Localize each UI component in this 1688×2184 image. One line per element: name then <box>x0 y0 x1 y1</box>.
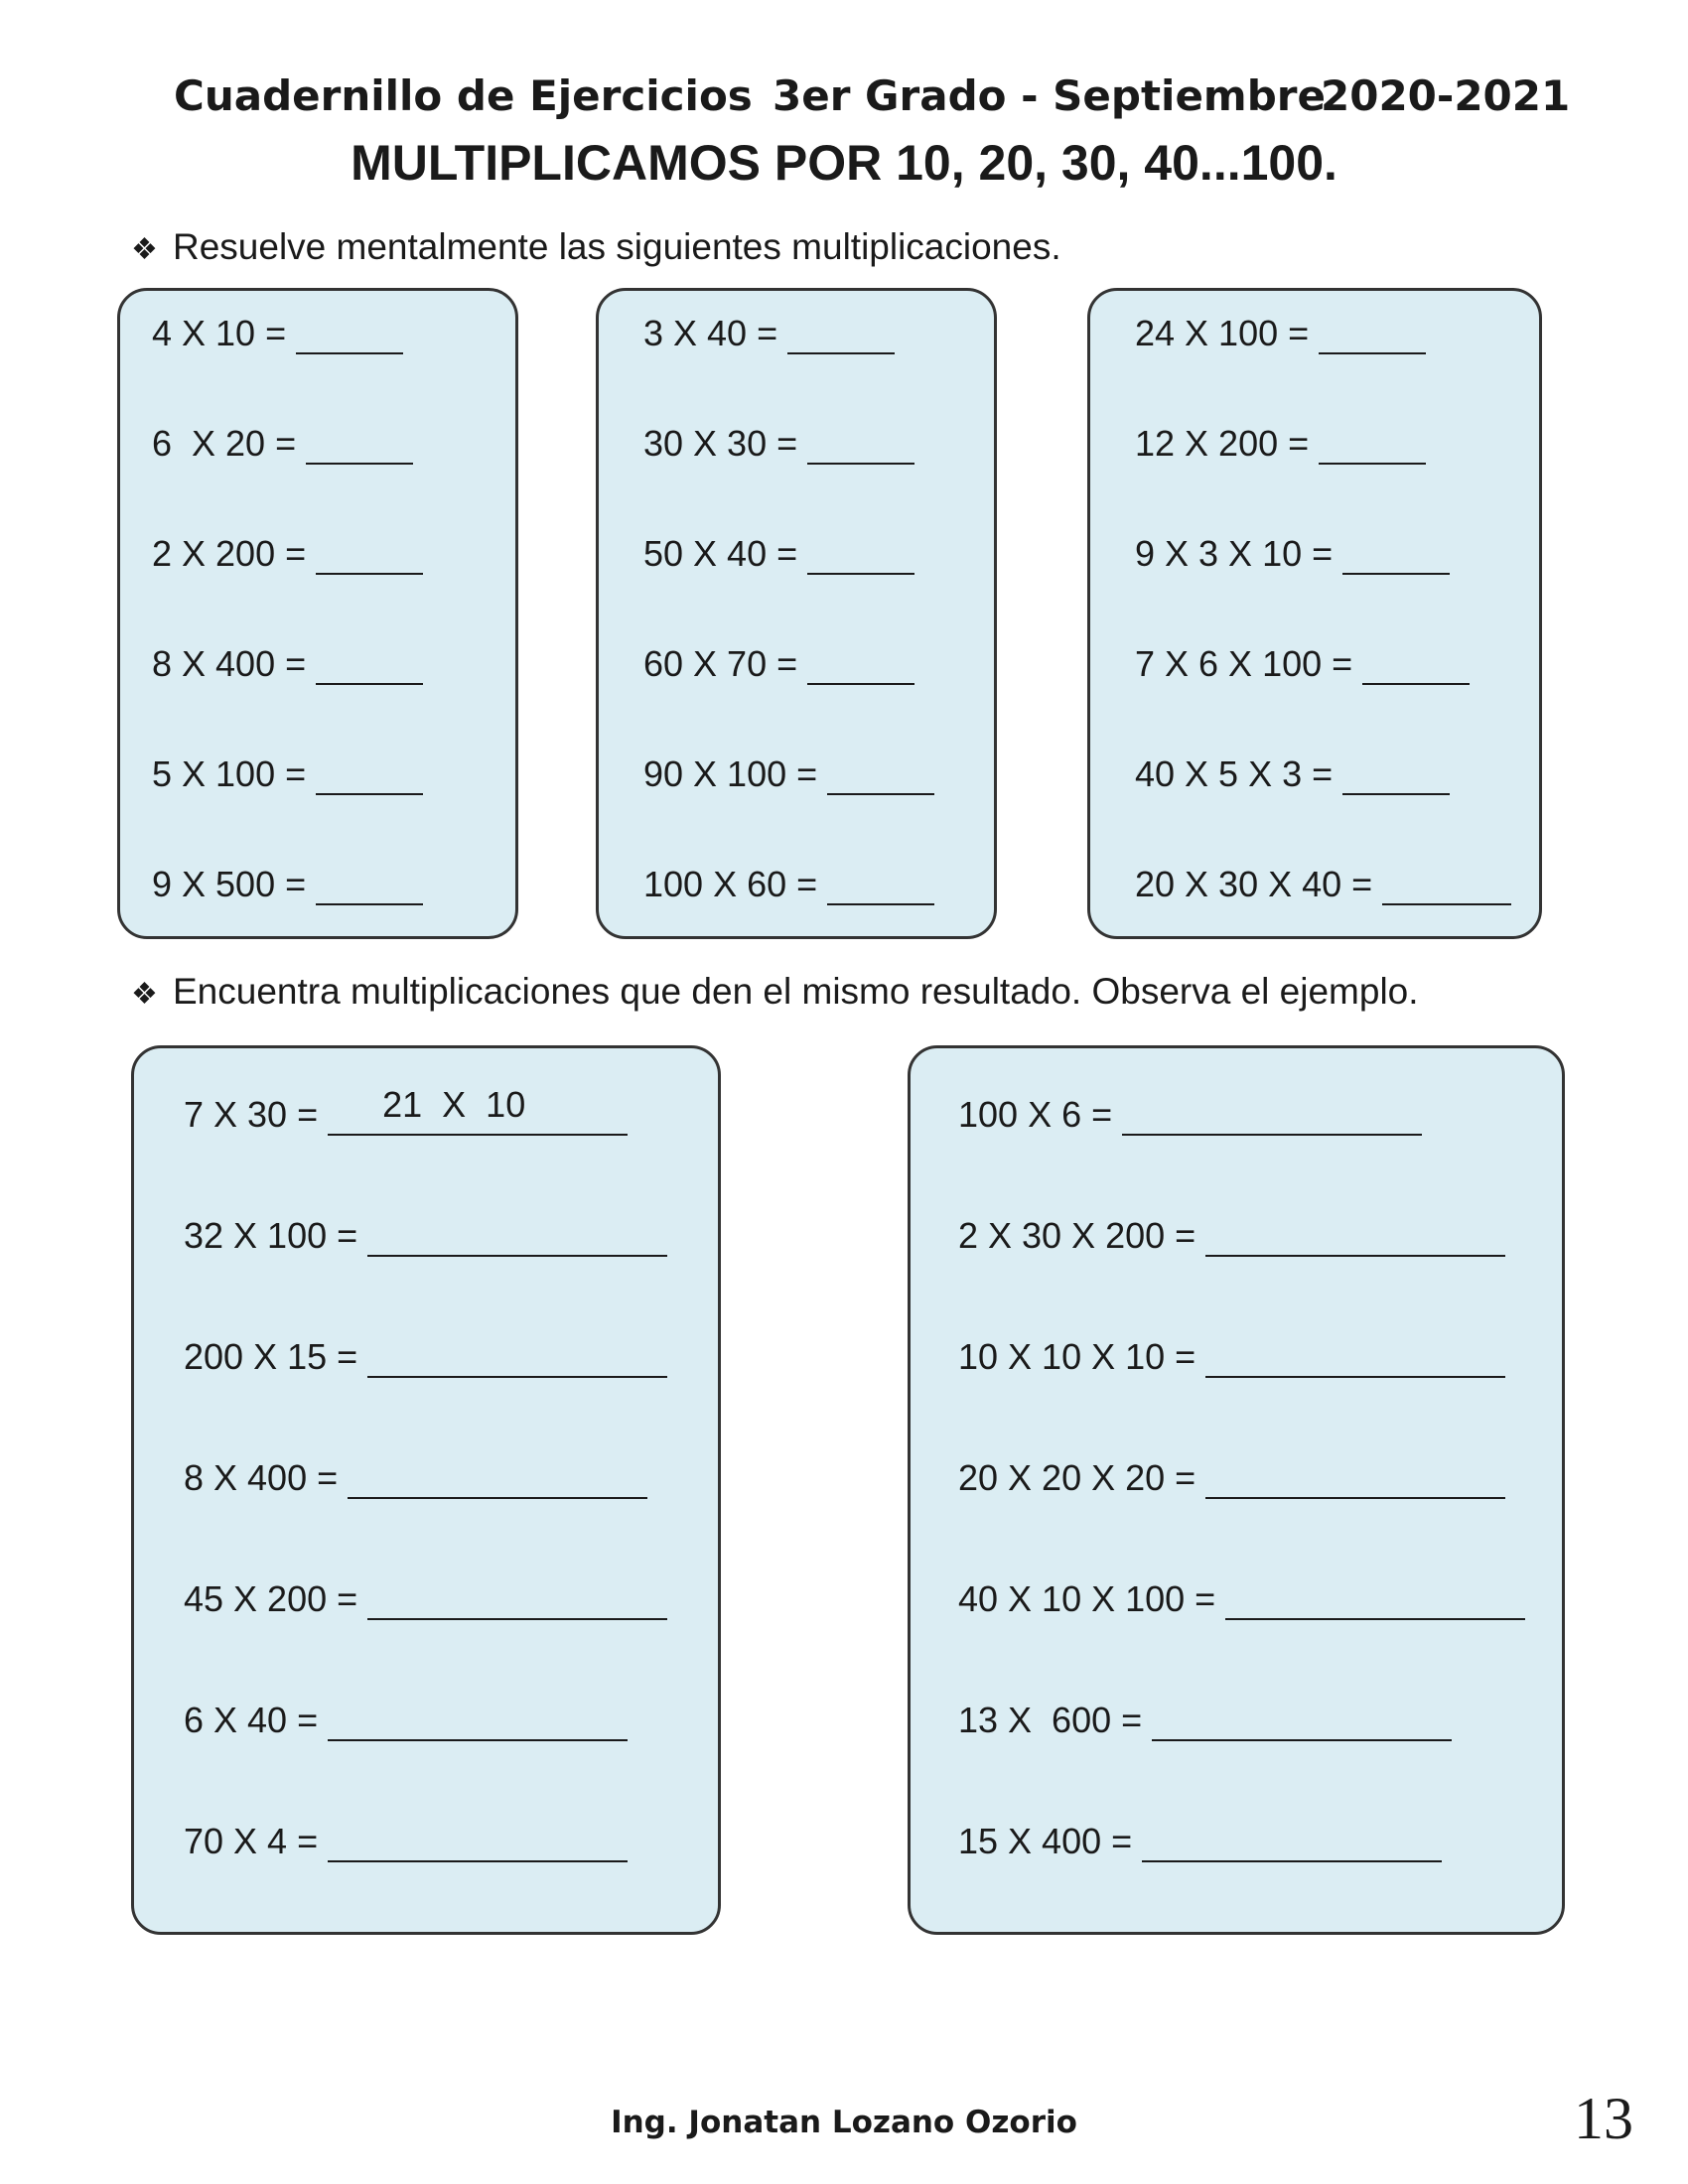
answer-blank[interactable] <box>807 537 914 575</box>
answer-blank[interactable] <box>1342 757 1450 795</box>
matching-row <box>184 1084 628 1136</box>
matching-row <box>958 1215 1505 1257</box>
matching-row <box>958 1457 1505 1499</box>
matching-row <box>958 1578 1525 1620</box>
exercise-row <box>1135 313 1426 354</box>
answer-blank[interactable] <box>316 537 423 575</box>
answer-blank[interactable] <box>787 317 895 354</box>
page-title: MULTIPLICAMOS POR 10, 20, 30, 40...100. <box>351 135 1337 191</box>
exercise-row <box>1135 423 1426 465</box>
answer-blank[interactable] <box>367 1219 667 1257</box>
answer-blank[interactable] <box>1122 1098 1422 1136</box>
exercise-row <box>643 864 934 905</box>
exercise-box-2 <box>596 288 997 939</box>
exercise-box-3 <box>1087 288 1542 939</box>
exercise-question: 7 X 6 X 100 = <box>1135 643 1353 684</box>
matching-question: 100 X 6 = <box>958 1094 1113 1135</box>
instruction-2 <box>131 971 1419 1013</box>
answer-blank[interactable] <box>1362 647 1470 685</box>
answer-blank[interactable] <box>316 757 423 795</box>
exercise-question: 6 X 20 = <box>152 423 297 464</box>
answer-blank[interactable] <box>1205 1340 1505 1378</box>
matching-box-1 <box>131 1045 721 1935</box>
exercise-question: 4 X 10 = <box>152 313 287 353</box>
matching-question: 40 X 10 X 100 = <box>958 1578 1216 1619</box>
matching-question: 45 X 200 = <box>184 1578 358 1619</box>
exercise-row <box>643 753 934 795</box>
answer-blank[interactable] <box>328 1825 628 1862</box>
matching-row <box>958 1094 1422 1136</box>
header-left: Cuadernillo de Ejercicios <box>174 71 753 120</box>
exercise-row <box>1135 643 1470 685</box>
matching-question: 15 X 400 = <box>958 1821 1133 1861</box>
exercise-question: 24 X 100 = <box>1135 313 1310 353</box>
exercise-row <box>152 313 403 354</box>
answer-blank[interactable] <box>1205 1461 1505 1499</box>
page-number: 13 <box>1574 2086 1633 2151</box>
answer-blank[interactable] <box>1319 427 1426 465</box>
bullet-diamond-icon: ❖ <box>131 233 158 266</box>
instruction-1 <box>131 226 1061 268</box>
answer-blank[interactable] <box>348 1461 647 1499</box>
exercise-row <box>1135 533 1450 575</box>
answer-blank[interactable] <box>296 317 403 354</box>
matching-question: 10 X 10 X 10 = <box>958 1336 1196 1377</box>
exercise-question: 50 X 40 = <box>643 533 798 574</box>
answer-blank[interactable] <box>1152 1704 1452 1741</box>
exercise-question: 40 X 5 X 3 = <box>1135 753 1334 794</box>
answer-blank[interactable] <box>807 427 914 465</box>
answer-blank[interactable] <box>316 868 423 905</box>
exercise-row <box>643 313 895 354</box>
bullet-diamond-icon: ❖ <box>131 978 158 1011</box>
matching-box-2 <box>908 1045 1565 1935</box>
matching-row <box>184 1336 667 1378</box>
matching-row <box>958 1700 1452 1741</box>
exercise-question: 100 X 60 = <box>643 864 818 904</box>
exercise-question: 3 X 40 = <box>643 313 778 353</box>
exercise-question: 5 X 100 = <box>152 753 307 794</box>
answer-blank[interactable] <box>1142 1825 1442 1862</box>
instruction-1-text: Resuelve mentalmente las siguientes multiplicaciones. <box>173 226 1061 267</box>
exercise-question: 12 X 200 = <box>1135 423 1310 464</box>
exercise-question: 90 X 100 = <box>643 753 818 794</box>
exercise-row <box>152 533 423 575</box>
footer-author: Ing. Jonatan Lozano Ozorio <box>611 2105 1077 2140</box>
answer-blank[interactable] <box>807 647 914 685</box>
exercise-row <box>152 864 423 905</box>
matching-question: 32 X 100 = <box>184 1215 358 1256</box>
exercise-row <box>643 423 914 465</box>
answer-blank[interactable] <box>827 868 934 905</box>
exercise-question: 60 X 70 = <box>643 643 798 684</box>
instruction-2-text: Encuentra multiplicaciones que den el mismo resultado. Observa el ejemplo. <box>173 971 1419 1012</box>
exercise-row <box>152 423 413 465</box>
exercise-row <box>643 533 914 575</box>
answer-blank[interactable] <box>1319 317 1426 354</box>
exercise-row <box>152 643 423 685</box>
answer-blank[interactable] <box>328 1084 628 1136</box>
answer-blank[interactable] <box>1225 1582 1525 1620</box>
answer-blank[interactable] <box>367 1340 667 1378</box>
example-answer: 21 X 10 <box>382 1084 526 1125</box>
exercise-question: 2 X 200 = <box>152 533 307 574</box>
exercise-row <box>1135 753 1450 795</box>
answer-blank[interactable] <box>306 427 413 465</box>
matching-question: 6 X 40 = <box>184 1700 319 1740</box>
exercise-question: 9 X 3 X 10 = <box>1135 533 1334 574</box>
exercise-row <box>1135 864 1511 905</box>
header-right: 2020-2021 <box>1321 71 1571 120</box>
header-middle: 3er Grado - Septiembre <box>773 71 1326 120</box>
matching-question: 13 X 600 = <box>958 1700 1143 1740</box>
matching-question: 8 X 400 = <box>184 1457 339 1498</box>
matching-row <box>958 1821 1442 1862</box>
matching-question: 2 X 30 X 200 = <box>958 1215 1196 1256</box>
answer-blank[interactable] <box>1205 1219 1505 1257</box>
matching-row <box>184 1215 667 1257</box>
exercise-question: 8 X 400 = <box>152 643 307 684</box>
answer-blank[interactable] <box>1342 537 1450 575</box>
matching-question: 70 X 4 = <box>184 1821 319 1861</box>
exercise-question: 30 X 30 = <box>643 423 798 464</box>
exercise-box-1 <box>117 288 518 939</box>
matching-question: 7 X 30 = <box>184 1094 319 1135</box>
exercise-question: 20 X 30 X 40 = <box>1135 864 1373 904</box>
answer-blank[interactable] <box>328 1704 628 1741</box>
exercise-row <box>152 753 423 795</box>
matching-question: 200 X 15 = <box>184 1336 358 1377</box>
matching-row <box>184 1821 628 1862</box>
answer-blank[interactable] <box>367 1582 667 1620</box>
exercise-row <box>643 643 914 685</box>
answer-blank[interactable] <box>316 647 423 685</box>
matching-row <box>184 1457 647 1499</box>
matching-row <box>184 1700 628 1741</box>
matching-question: 20 X 20 X 20 = <box>958 1457 1196 1498</box>
matching-row <box>958 1336 1505 1378</box>
answer-blank[interactable] <box>1382 868 1511 905</box>
exercise-question: 9 X 500 = <box>152 864 307 904</box>
answer-blank[interactable] <box>827 757 934 795</box>
matching-row <box>184 1578 667 1620</box>
